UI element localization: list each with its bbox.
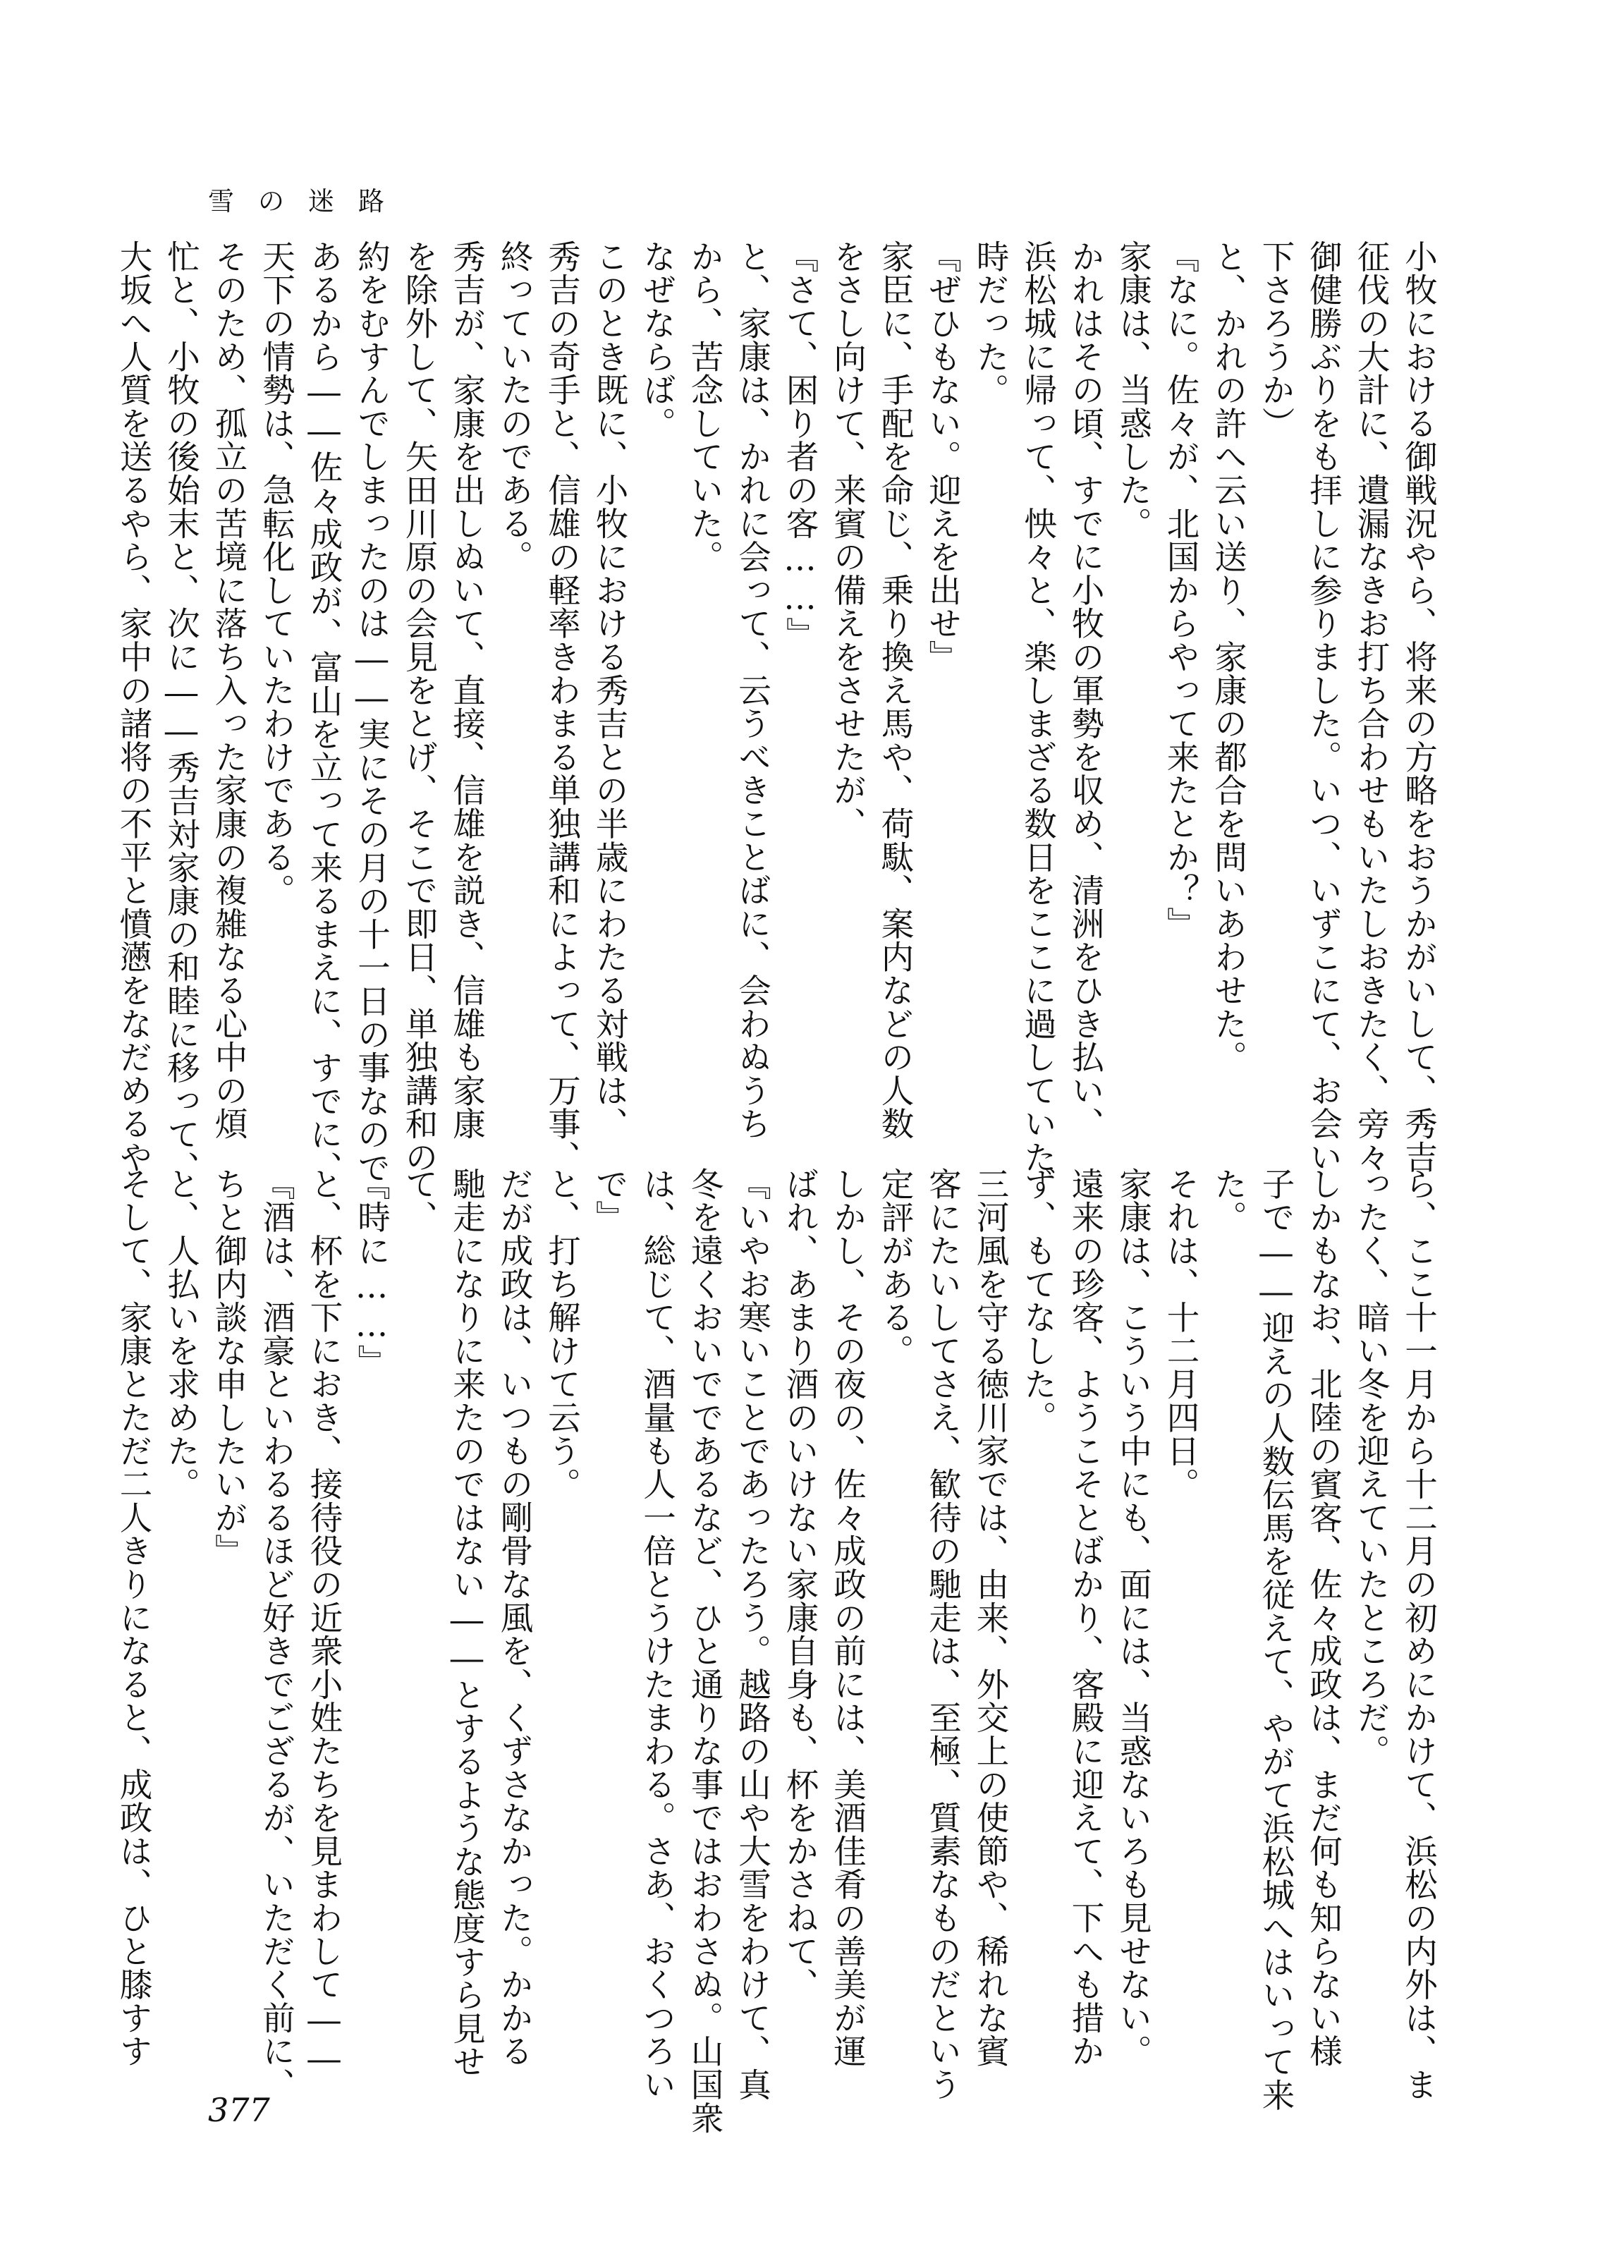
text-column: と、杯を下におき、接待役の近衆小姓たちを見まわして――: [305, 1167, 343, 2079]
text-column: しかし、その夜の、佐々成政の前には、美酒佳肴の善美が運: [829, 1167, 867, 2068]
text-column: 征伐の大計に、遺漏なきお打ち合わせもいたしおきたく、旁々: [1352, 240, 1391, 1174]
text-column: 客にたいしてさえ、歓待の馳走は、至極、質素なものだという: [924, 1167, 962, 2102]
text-column: 忙と、小牧の後始末と、次に――秀吉対家康の和睦に移って、: [162, 240, 200, 1185]
text-column: なぜならば。: [638, 240, 676, 440]
text-column: ず、もてなした。: [1019, 1167, 1057, 1434]
text-column: 定評がある。: [876, 1167, 915, 1367]
text-column: そのため、孤立の苦境に落ち入った家康の複雑なる心中の煩: [209, 240, 248, 1141]
text-column: 『酒は、酒豪といわるるほど好きでござるが、いただく前に、: [257, 1167, 295, 2102]
text-column: 家康は、こういう中にも、面には、当惑ないろも見せない。: [1114, 1167, 1152, 2068]
text-column: 『なに。佐々が、北国からやって来たとか？』: [1161, 240, 1200, 941]
running-head: 雪の迷路: [208, 186, 408, 217]
text-column: 小牧における御戦況やら、将来の方略をおうかがいして、秀吉: [1400, 240, 1438, 1174]
text-column: 馳走になりに来たのではない――とするような態度すら見せ: [448, 1167, 486, 2079]
text-column: 『ぜひもない。迎えを出せ』: [924, 240, 962, 673]
page-number: 377: [208, 2091, 270, 2129]
text-column: から、苦念していた。: [685, 240, 724, 573]
text-column: あるから――佐々成政が、富山を立って来るまえに、すでに、: [305, 240, 343, 1185]
text-column: 下さろうか）: [1257, 240, 1295, 440]
text-column: 秀吉が、家康を出しぬいて、直接、信雄を説き、信雄も家康: [448, 240, 486, 1141]
text-column: ら、ここ十一月から十二月の初めにかけて、浜松の内外は、ま: [1400, 1167, 1438, 2102]
text-column: を除外して、矢田川原の会見をとげ、そこで即日、単独講和の: [400, 240, 439, 1174]
text-column: ばれ、あまり酒のいけない家康自身も、杯をかさねて、: [781, 1167, 819, 2001]
text-column: 家臣に、手配を命じ、乗り換え馬や、荷駄、案内などの人数: [876, 240, 915, 1141]
text-column: それは、十二月四日。: [1161, 1167, 1200, 1501]
text-column: 時だった。: [971, 240, 1010, 407]
text-column: 『いやお寒いことであったろう。越路の山や大雪をわけて、真: [733, 1167, 771, 2102]
text-column: と、家康は、かれに会って、云うべきことばに、会わぬうち: [733, 240, 771, 1141]
text-column: 終っていたのである。: [495, 240, 534, 573]
text-column: だが成政は、いつもの剛骨な風を、くずさなかった。かかる: [495, 1167, 534, 2068]
text-column: 秀吉の奇手と、信雄の軽率きわまる単独講和によって、万事、: [543, 240, 581, 1174]
text-column: 遠来の珍客、ようこそとばかり、客殿に迎えて、下へも措か: [1066, 1167, 1105, 2068]
text-column: 大坂へ人質を送るやら、家中の諸将の不平と憤懣をなだめるや: [114, 240, 153, 1174]
text-column: 御健勝ぶりをも拝しに参りました。いつ、いずこにて、お会い: [1305, 240, 1343, 1174]
text-column: と、打ち解けて云う。: [543, 1167, 581, 1501]
text-column: かれはその頃、すでに小牧の軍勢を収め、清洲をひき払い、: [1066, 240, 1105, 1141]
text-column: た。: [1209, 1167, 1247, 1234]
text-column: 冬を遠くおいでであるなど、ひと通りな事ではおわさぬ。山国衆: [685, 1167, 724, 2135]
text-column: は、総じて、酒量も人一倍とうけたまわる。さあ、おくつろい: [638, 1167, 676, 2102]
text-column: ちと御内談な申したいが』: [209, 1167, 248, 1568]
text-column: 浜松城に帰って、怏々と、楽しまざる数日をここに過していた: [1019, 240, 1057, 1174]
text-column: 三河風を守る徳川家では、由来、外交上の使節や、稀れな賓: [971, 1167, 1010, 2068]
text-column: そして、家康とただ二人きりになると、成政は、ひと膝すす: [114, 1167, 153, 2068]
text-column: 『時に……』: [353, 1167, 391, 1378]
text-column: 天下の情勢は、急転化していたわけである。: [257, 240, 295, 907]
text-column: をさし向けて、来賓の備えをさせたが、: [829, 240, 867, 841]
text-column: このとき既に、小牧における秀吉との半歳にわたる対戦は、: [590, 240, 629, 1141]
text-column: と、かれの許へ云い送り、家康の都合を問いあわせた。: [1209, 240, 1247, 1074]
text-column: と、人払いを求めた。: [162, 1167, 200, 1501]
text-column: て、: [400, 1167, 439, 1234]
text-column: 家康は、当惑した。: [1114, 240, 1152, 540]
text-column: ったく、暗い冬を迎えていたところだ。: [1352, 1167, 1391, 1768]
text-column: 『さて、困り者の客……』: [781, 240, 819, 651]
text-column: で』: [590, 1167, 629, 1234]
text-column: しかもなお、北陸の賓客、佐々成政は、まだ何も知らない様: [1305, 1167, 1343, 2068]
text-column: 約をむすんでしまったのは――実にその月の十一日の事なので: [353, 240, 391, 1185]
text-column: 子で――迎えの人数伝馬を従えて、やがて浜松城へはいって来: [1257, 1167, 1295, 2112]
